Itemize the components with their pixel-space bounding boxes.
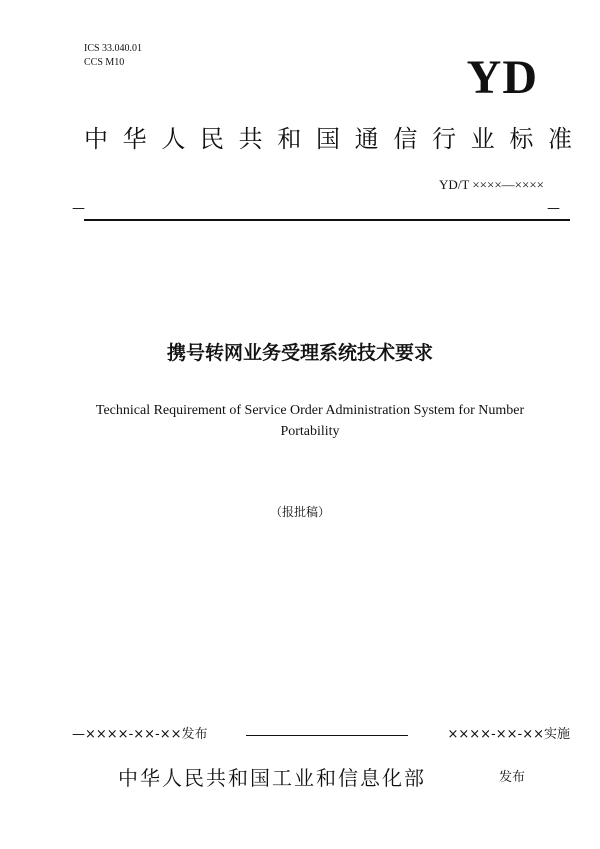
issue-date: —××××-××-××发布 bbox=[72, 727, 208, 742]
document-title-cn: 携号转网业务受理系统技术要求 bbox=[166, 342, 433, 364]
ccs-code: CCS M10 bbox=[84, 57, 125, 68]
header-rule bbox=[84, 219, 570, 221]
standard-number: YD/T ××××—×××× bbox=[439, 177, 544, 192]
footer-rule bbox=[246, 735, 408, 736]
issuer: 中华人民共和国工业和信息化部 bbox=[118, 766, 426, 790]
document-status: （报批稿） bbox=[269, 505, 330, 519]
yd-logo: YD bbox=[466, 51, 538, 104]
standard-title: 中华人民共和国通信行业标准 bbox=[84, 125, 572, 153]
document-title-en: Technical Requirement of Service Order Administration System for Number Portability bbox=[95, 403, 525, 439]
dash-left: — bbox=[72, 201, 85, 216]
ics-code: ICS 33.040.01 bbox=[84, 43, 143, 54]
issue-verb: 发布 bbox=[499, 770, 526, 785]
dash-right: — bbox=[547, 201, 560, 216]
implement-date: ××××-××-××实施 bbox=[447, 727, 570, 742]
